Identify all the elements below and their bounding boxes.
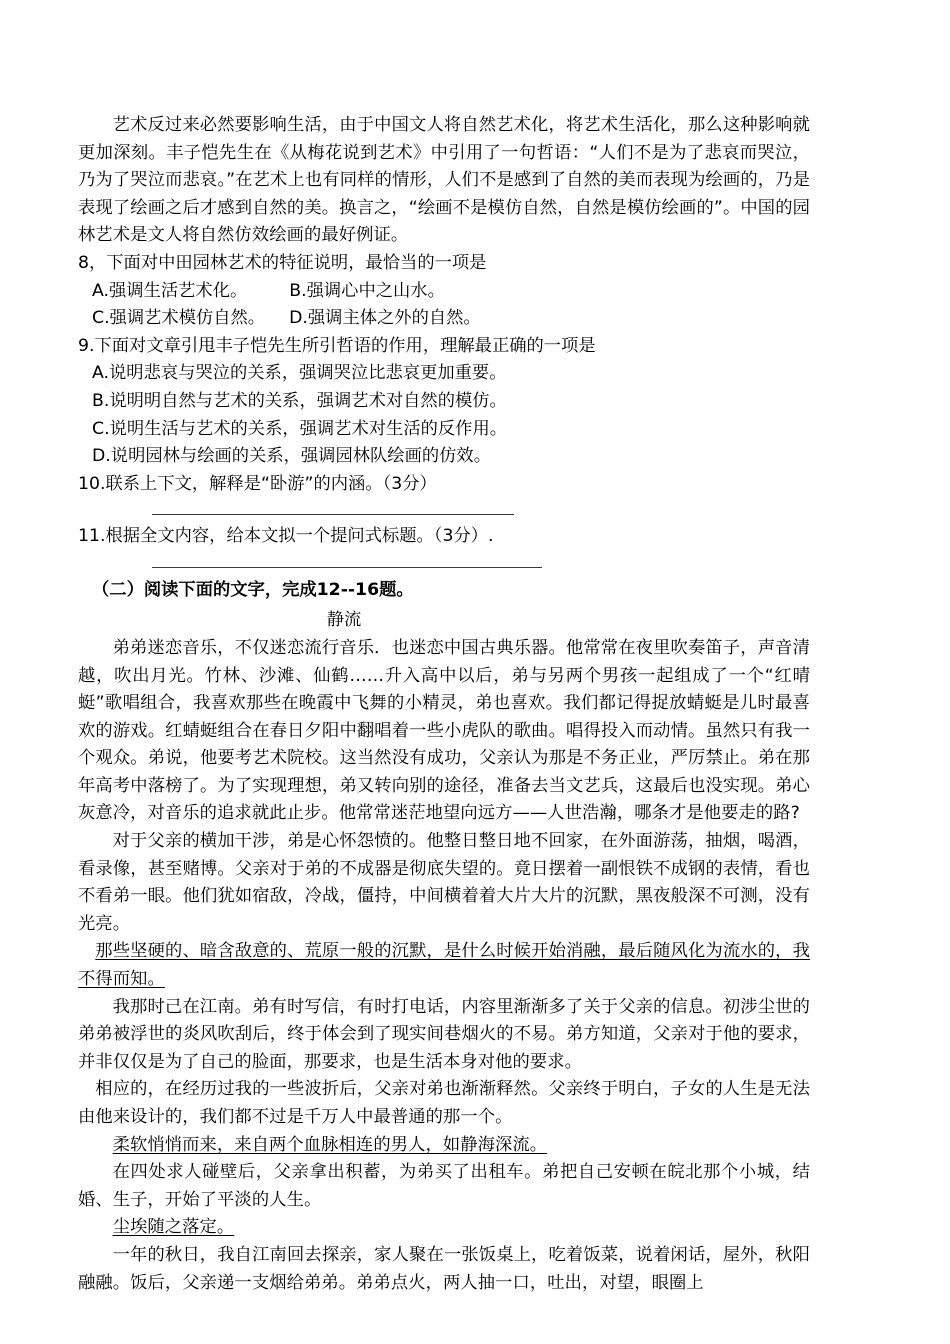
question-8-option-d[interactable]: D.强调主体之外的自然。 [289, 308, 481, 329]
question-8-options-row-1 [78, 278, 810, 306]
passage-two-paragraph: 我那时己在江南。弟有时写信，有时打电话，内容里渐渐多了关于父亲的信息。初涉尘世的弟弟被浮世的炎风吹刮后，终于体会到了现实间巷烟火的不易。弟方知道，父亲对于他的要求，并非仅仅是为了自己的脸面，那要求，也是生活本身对他的要求。 [78, 996, 810, 1072]
question-8-stem: 8，下面对中田园林艺术的特征说明，最恰当的一项是 [78, 252, 487, 273]
question-9-option-b[interactable]: B.说明明自然与艺术的关系，强调艺术对自然的模仿。 [92, 390, 507, 411]
question-8-options-row-2 [78, 305, 810, 333]
question-8-option-b[interactable]: B.强调心中之山水。 [289, 280, 445, 301]
passage-two-paragraph: 在四处求人碰壁后，父亲拿出积蓄，为弟买了出租车。弟把自己安顿在皖北那个小城，结婚、生子，开始了平淡的人生。 [78, 1162, 810, 1210]
passage-two-paragraph: 弟弟迷恋音乐，不仅迷恋流行音乐．也迷恋中国古典乐器。他常常在夜里吹奏笛子，声音清越，吹出月光。竹林、沙滩、仙鹤……升入高中以后，弟与另两个男孩一起组成了一个“红晴蜓”歌唱组合，我喜欢那些在晚霞中飞舞的小精灵，弟也喜欢。我们都记得捉放蜻蜓是儿时最喜欢的游戏。红蜻蜓组合在春日夕阳中翻唱着一些小虎队的歌曲。唱得投入而动情。虽然只有我一个观众。弟说，他要考艺术院校。这当然没有成功，父亲认为那是不务正业，严厉禁止。弟在那年高考中落榜了。为了实现理想，弟又转向别的途径，准备去当文艺兵，这最后也没实现。弟心灰意冷，对音乐的追求就此止步。他常常迷茫地望向远方——人世浩瀚，哪条才是他要走的路? [78, 637, 810, 824]
passage-two-paragraph: 相应的，在经历过我的一些波折后，父亲对弟也渐渐释然。父亲终于明白，子女的人生是无法由他来设计的，我们都不过是千万人中最普通的那一个。 [78, 1079, 810, 1127]
question-11-stem: 11.根据全文内容，给本文拟一个提问式标题。（3分）. [78, 526, 494, 547]
question-9-stem: 9.下面对文章引甩丰子恺先生所引哲语的作用，理解最正确的一项是 [78, 335, 596, 356]
question-10-answer-line[interactable] [152, 514, 514, 515]
question-11-answer-line[interactable] [152, 567, 542, 568]
passage-two-paragraph: 一年的秋日，我自江南回去探亲，家人聚在一张饭桌上，吃着饭菜，说着闲话，屋外，秋阳融融。饭后，父亲递一支烟给弟弟。弟弟点火，两人抽一口，吐出，对望，眼圈上 [78, 1244, 810, 1293]
question-8-option-a[interactable]: A.强调生活艺术化。 [92, 280, 248, 301]
passage-one-paragraph: 艺术反过来必然要影响生活，由于中国文人将自然艺术化，将艺术生活化，那么这种影响就更加深刻。丰子恺先生在《从梅花说到艺术》中引用了一句哲语：“人们不是为了悲哀而哭泣，乃为了哭泣而悲哀。”在艺术上也有同样的情形，人们不是感到了自然的美而表现为绘画的，乃是表现了绘画之后才感到自然的美。换言之，“绘画不是模仿自然，自然是模仿绘画的”。中国的园林艺术是文人将自然仿效绘画的最好例证。 [78, 115, 810, 246]
question-9-option-d[interactable]: D.说明园林与绘画的关系，强调园林队绘画的仿效。 [92, 446, 491, 467]
passage-two-paragraph-underlined: 柔软悄悄而来，来自两个血脉相连的男人，如静海深流。 [112, 1134, 548, 1155]
question-9-option-c[interactable]: C.说明生活与艺术的关系，强调艺术对生活的反作用。 [92, 418, 508, 439]
passage-two-paragraph: 对于父亲的横加干涉，弟是心怀怨愤的。他整日整日地不回家，在外面游荡，抽烟，喝酒，看录像，甚至赌博。父亲对于弟的不成器是彻底失望的。竟日摆着一副恨铁不成钢的表情，看也不看弟一眼。他们犹如宿敌，冷战，僵持，中间横着着大片大片的沉默，黑夜般深不可测，没有光亮。 [78, 831, 810, 934]
question-10-stem: 10.联系上下文，解释是“卧游”的内涵。（3分） [78, 473, 437, 494]
passage-two-paragraph-underlined: 那些坚硬的、暗含敌意的、荒原一般的沉默，是什么时候开始消融，最后随风化为流水的，我不得而知。 [78, 941, 810, 990]
passage-two-section-header: （二）阅读下面的文字，完成12--16题。 [92, 579, 414, 600]
passage-two-title: 静流 [326, 609, 362, 630]
question-9-option-a[interactable]: A.说明悲哀与哭泣的关系，强调哭泣比悲哀更加重要。 [92, 363, 507, 384]
question-8-option-c[interactable]: C.强调艺术模仿自然。 [92, 308, 266, 329]
page-content-column [78, 112, 810, 1297]
passage-two-paragraph-underlined: 尘埃随之落定。 [112, 1217, 235, 1238]
